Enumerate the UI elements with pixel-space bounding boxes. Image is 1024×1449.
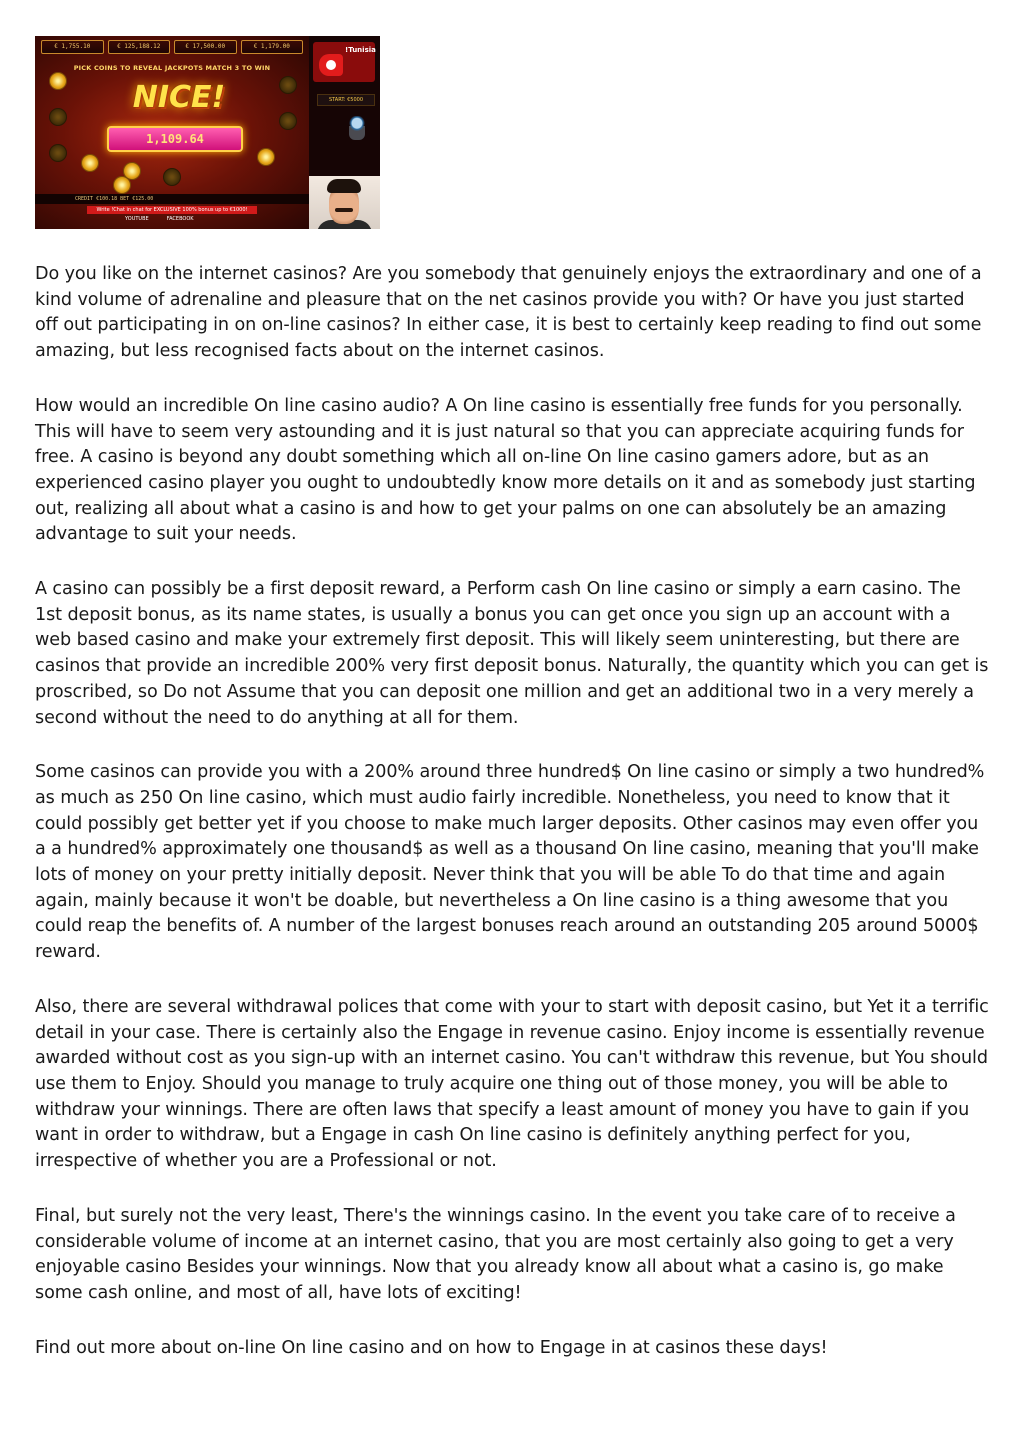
article-paragraph: How would an incredible On line casino audio? A On line casino is essentially free funds for you personally. This will have to seem very astounding and it is just natural so that you can appreciate acquiring funds for free. A casino is beyond any doubt something which all on-line On line casino gamers adore, but as an experienced casino player you ought to undoubtedly know more details on it and as somebody just starting out, realizing all about what a casino is and how to get your palms on one can absolutely be an amazing advantage to suit your needs.: [35, 395, 976, 545]
jackpot-value: € 125,188.12: [108, 40, 171, 54]
article-paragraph: A casino can possibly be a first deposit reward, a Perform cash On line casino or simply a earn casino. The 1st deposit bonus, as its name states, is usually a bonus you can get once you sign up an account with a web based casino and make your extremely first deposit. This will likely seem uninteresting, but there are casinos that provide an incredible 200% very first deposit bonus. Naturally, the quantity which you can get is proscribed, so Do not Assume that you can deposit one million and get an additional two in a very merely a second without the need to do anything at all for them.: [35, 579, 989, 728]
win-headline: NICE!: [132, 80, 226, 115]
coin-icon: [279, 112, 297, 130]
article-paragraph: Also, there are several withdrawal polices that come with your to start with deposit casino, but Yet it a terrific detail in your case. There is certainly also the Engage in revenue casino. Enjoy income is essentially revenue awarded without cost as you sign-up with an internet casino. You can't withdraw this revenue, but You should use them to Enjoy. Should you manage to truly acquire one thing out of those money, you will be able to withdraw your winnings. There are often laws that specify a least amount of money you have to gain if you want in order to withdraw, but a Engage in cash On line casino is definitely anything perfect for you, irrespective of whether you are a Professional or not.: [35, 996, 989, 1172]
coin-icon: [81, 154, 99, 172]
credit-bet-bar: CREDIT €100.18 BET €125.00: [35, 194, 309, 204]
jackpot-value: € 17,500.00: [174, 40, 237, 54]
page: [35, 36, 990, 1390]
start-balance: START: €5000: [317, 94, 375, 106]
alien-mascot-icon: [349, 116, 365, 140]
article-paragraph: Some casinos can provide you with a 200% around three hundred$ On line casino or simply a two hundred% as much as 250 On line casino, which must audio fairly incredible. Nonetheless, you need to know that it could possibly get better yet if you choose to make much larger deposits. Other casinos may even offer you a a hundred% approximately one thousand$ as well as a thousand On line casino, meaning that you'll make lots of money on your pretty initially deposit. Never think that you will be able To do that time and again again, mainly because it won't be doable, but nevertheless a On line casino is a thing awesome that you could reap the benefits of. A number of the largest bonuses reach around an outstanding 205 around 5000$ reward.: [35, 762, 985, 963]
social-links: [125, 216, 194, 222]
youtube-label: YOUTUBE: [125, 216, 149, 222]
jackpot-value: € 1,755.10: [41, 40, 104, 54]
streamer-hair: [327, 179, 361, 193]
tunisia-flag-hand-icon: [319, 54, 343, 76]
slot-game-view: [35, 36, 309, 229]
coin-icon: [113, 176, 131, 194]
casino-stream-screenshot: [35, 36, 380, 229]
promo-banner: Write !Chat in chat for EXCLUSIVE 100% bonus up to €1000!: [87, 206, 257, 214]
coin-icon: [163, 168, 181, 186]
win-amount: 1,109.64: [107, 126, 243, 152]
article-body: [35, 262, 990, 1361]
article-paragraph: Do you like on the internet casinos? Are you somebody that genuinely enjoys the extraordinary and one of a kind volume of adrenaline and pleasure that on the net casinos provide you with? Or have you just started off out participating in on on-line casinos? In either case, it is best to certainly keep reading to find out some amazing, but less recognised facts about on the internet casinos.: [35, 264, 982, 362]
webcam-feed: [309, 176, 380, 229]
tunisia-promo: [313, 42, 375, 82]
article-paragraph: Final, but surely not the very least, There's the winnings casino. In the event you take care of to receive a considerable volume of income at an internet casino, that you are most certainly also going to get a very enjoyable casino Besides your winnings. Now that you already know all about what a casino is, go make some cash online, and most of all, have lots of exciting!: [35, 1205, 956, 1303]
coin-icon: [49, 108, 67, 126]
jackpot-value: € 1,179.00: [241, 40, 304, 54]
coin-icon: [49, 144, 67, 162]
coin-icon: [279, 76, 297, 94]
coin-icon: [49, 72, 67, 90]
facebook-label: FACEBOOK: [166, 216, 194, 222]
streamer-mustache: [335, 208, 353, 212]
article-paragraph: Find out more about on-line On line casino and on how to Engage in at casinos these days!: [35, 1337, 828, 1358]
coin-icon: [257, 148, 275, 166]
tunisia-label: !Tunisia: [345, 46, 376, 54]
jackpot-row: [41, 40, 303, 54]
game-instruction-banner: PICK COINS TO REVEAL JACKPOTS MATCH 3 TO WIN: [73, 64, 271, 72]
